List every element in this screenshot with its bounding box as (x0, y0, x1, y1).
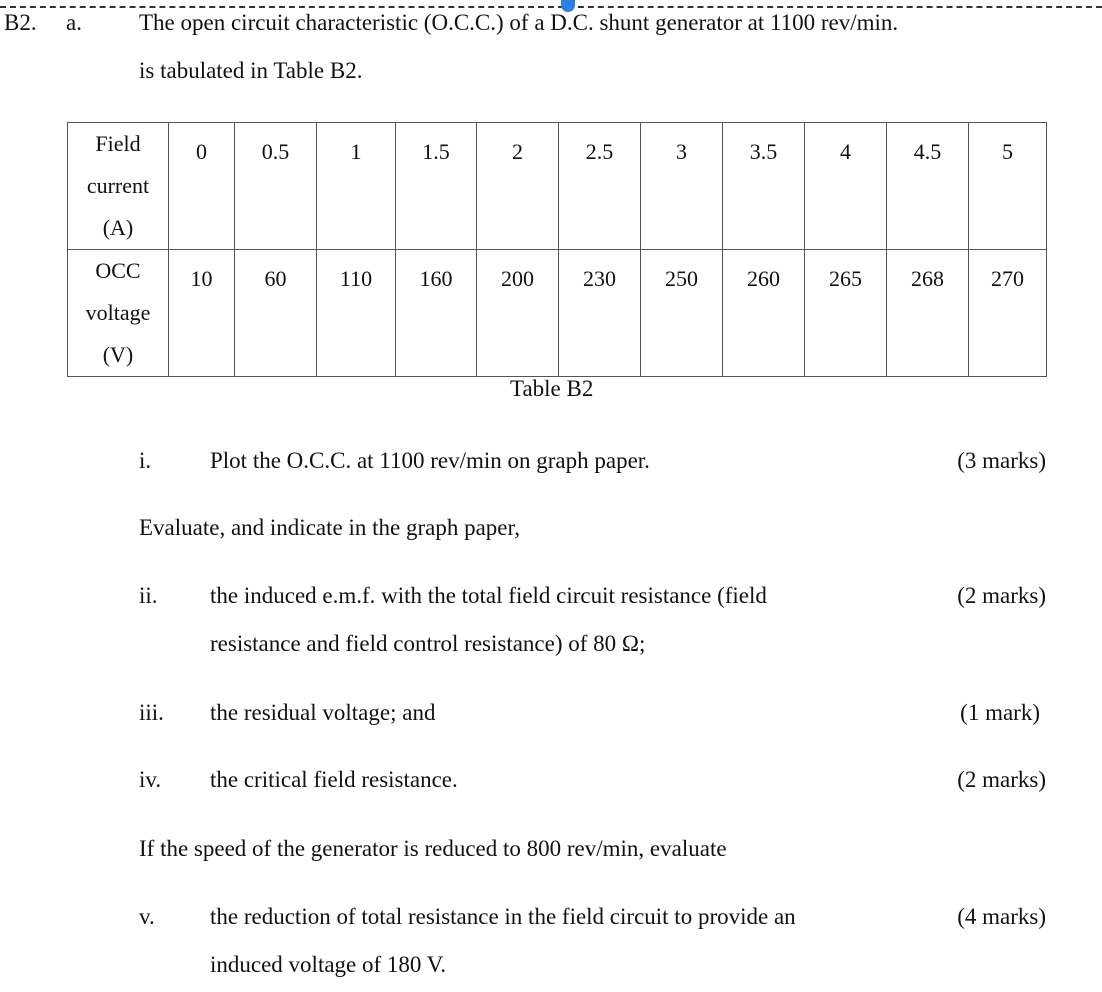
item-iii-label: iii. (139, 700, 164, 725)
speed-text: If the speed of the generator is reduced to 800 rev/min, evaluate (139, 836, 727, 861)
item-ii-line-2: resistance and field control resistance) of 80 Ω; (210, 631, 646, 656)
item-iv-label: iv. (139, 767, 162, 792)
item-i-marks: (3 marks) (957, 448, 1046, 473)
table-cell: 3 (641, 123, 723, 250)
item-v-marks: (4 marks) (957, 904, 1046, 929)
table-cell: 0 (169, 123, 235, 250)
table-cell: 4.5 (887, 123, 969, 250)
table-cell: 2 (477, 123, 559, 250)
item-v-label: v. (139, 904, 155, 929)
table-cell: 200 (477, 250, 559, 377)
table-cell: 5 (969, 123, 1047, 250)
item-ii-marks: (2 marks) (957, 583, 1046, 608)
table-cell: 268 (887, 250, 969, 377)
table-cell: 0.5 (235, 123, 317, 250)
table-row-occ-voltage (68, 250, 1047, 377)
item-iv-text: the critical field resistance. (210, 767, 458, 792)
table-row-field-current (68, 123, 1047, 250)
table-cell: 10 (169, 250, 235, 377)
item-i-text: Plot the O.C.C. at 1100 rev/min on graph paper. (210, 448, 650, 473)
item-iv-marks: (2 marks) (957, 767, 1046, 792)
table-cell: 1.5 (396, 123, 477, 250)
occ-table (67, 122, 1047, 377)
item-i-label: i. (139, 448, 152, 473)
item-v-line-2: induced voltage of 180 V. (210, 952, 447, 977)
table-cell: 4 (805, 123, 887, 250)
item-v-line-1: the reduction of total resistance in the field circuit to provide an (210, 904, 796, 929)
table-cell: 110 (317, 250, 396, 377)
table-cell: 230 (559, 250, 641, 377)
table-cell: 160 (396, 250, 477, 377)
table-cell: 3.5 (723, 123, 805, 250)
table-cell: 260 (723, 250, 805, 377)
table-cell: 250 (641, 250, 723, 377)
row-header-occ-voltage: OCC voltage (V) (68, 250, 169, 377)
item-iii-marks: (1 mark) (960, 700, 1040, 725)
item-ii-line-1: the induced e.m.f. with the total field circuit resistance (field (210, 583, 767, 608)
table-caption: Table B2 (510, 376, 594, 401)
evaluate-text: Evaluate, and indicate in the graph paper, (139, 515, 520, 540)
question-part: a. (66, 10, 82, 35)
table-cell: 60 (235, 250, 317, 377)
table-cell: 2.5 (559, 123, 641, 250)
intro-line-1: The open circuit characteristic (O.C.C.) of a D.C. shunt generator at 1100 rev/min. (139, 10, 899, 35)
dashed-separator (0, 6, 1102, 8)
table-cell: 265 (805, 250, 887, 377)
table-cell: 1 (317, 123, 396, 250)
question-number: B2. (4, 10, 37, 35)
row-header-field-current: Field current (A) (68, 123, 169, 250)
item-ii-label: ii. (139, 583, 158, 608)
item-iii-text: the residual voltage; and (210, 700, 436, 725)
intro-line-2: is tabulated in Table B2. (139, 58, 363, 83)
table-cell: 270 (969, 250, 1047, 377)
